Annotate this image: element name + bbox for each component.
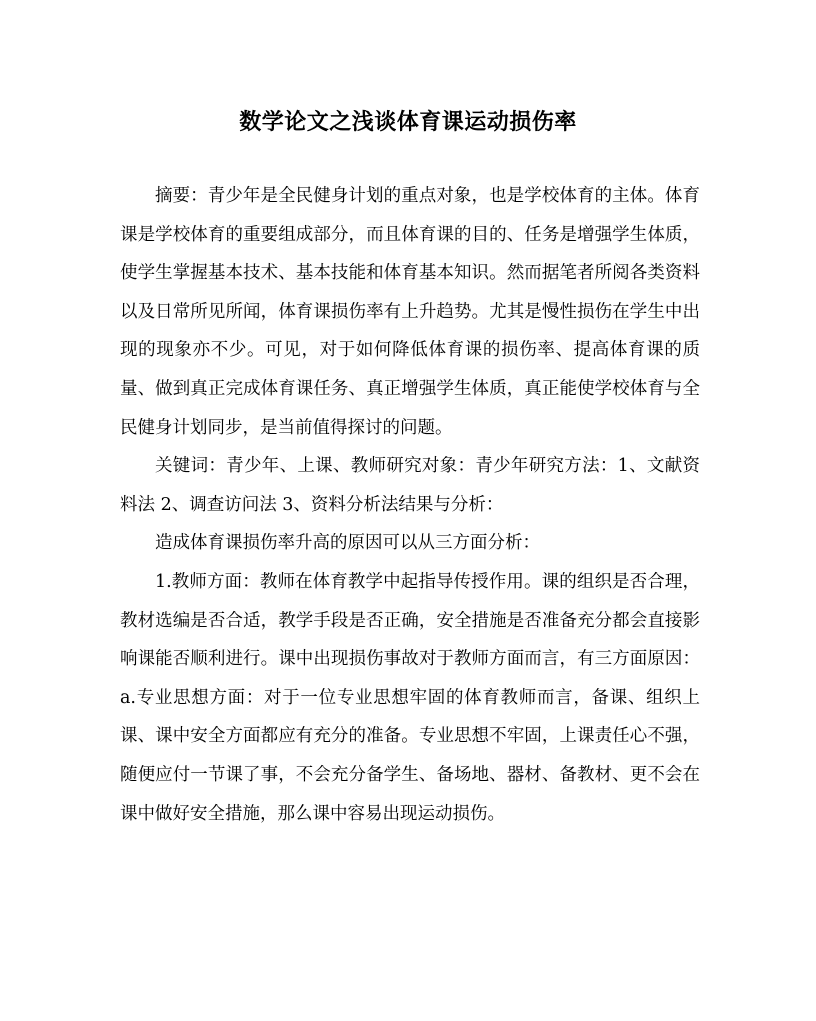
teacher-section-paragraph: 1.教师方面：教师在体育教学中起指导传授作用。课的组织是否合理，教材选编是否合适，教学手段是否正确，安全措施是否准备充分都会直接影响课能否顺利进行。课中出现损伤事故对于教师方面而言，有三方面原因：a.专业思想方面：对于一位专业思想牢固的体育教师而言，备课、组织上课、课中安全方面都应有充分的准备。专业思想不牢固，上课责任心不强，随便应付一节课了事，不会充分备学生、备场地、器材、备教材、更不会在课中做好安全措施，那么课中容易出现运动损伤。: [120, 571, 700, 824]
document-body: [120, 177, 700, 833]
keywords-paragraph: 关键词：青少年、上课、教师研究对象：青少年研究方法：1、文献资料法 2、调查访问法 3、资料分析法结果与分析：: [120, 456, 700, 515]
document-title: 数学论文之浅谈体育课运动损伤率: [239, 109, 577, 135]
analysis-intro-paragraph: 造成体育课损伤率升高的原因可以从三方面分析：: [155, 533, 540, 554]
abstract-paragraph: 摘要：青少年是全民健身计划的重点对象，也是学校体育的主体。体育课是学校体育的重要组成部分，而且体育课的目的、任务是增强学生体质，使学生掌握基本技术、基本技能和体育基本知识。然而据笔者所阅各类资料以及日常所见所闻，体育课损伤率有上升趋势。尤其是慢性损伤在学生中出现的现象亦不少。可见，对于如何降低体育课的损伤率、提高体育课的质量、做到真正完成体育课任务、真正增强学生体质，真正能使学校体育与全民健身计划同步，是当前值得探讨的问题。: [120, 186, 700, 438]
